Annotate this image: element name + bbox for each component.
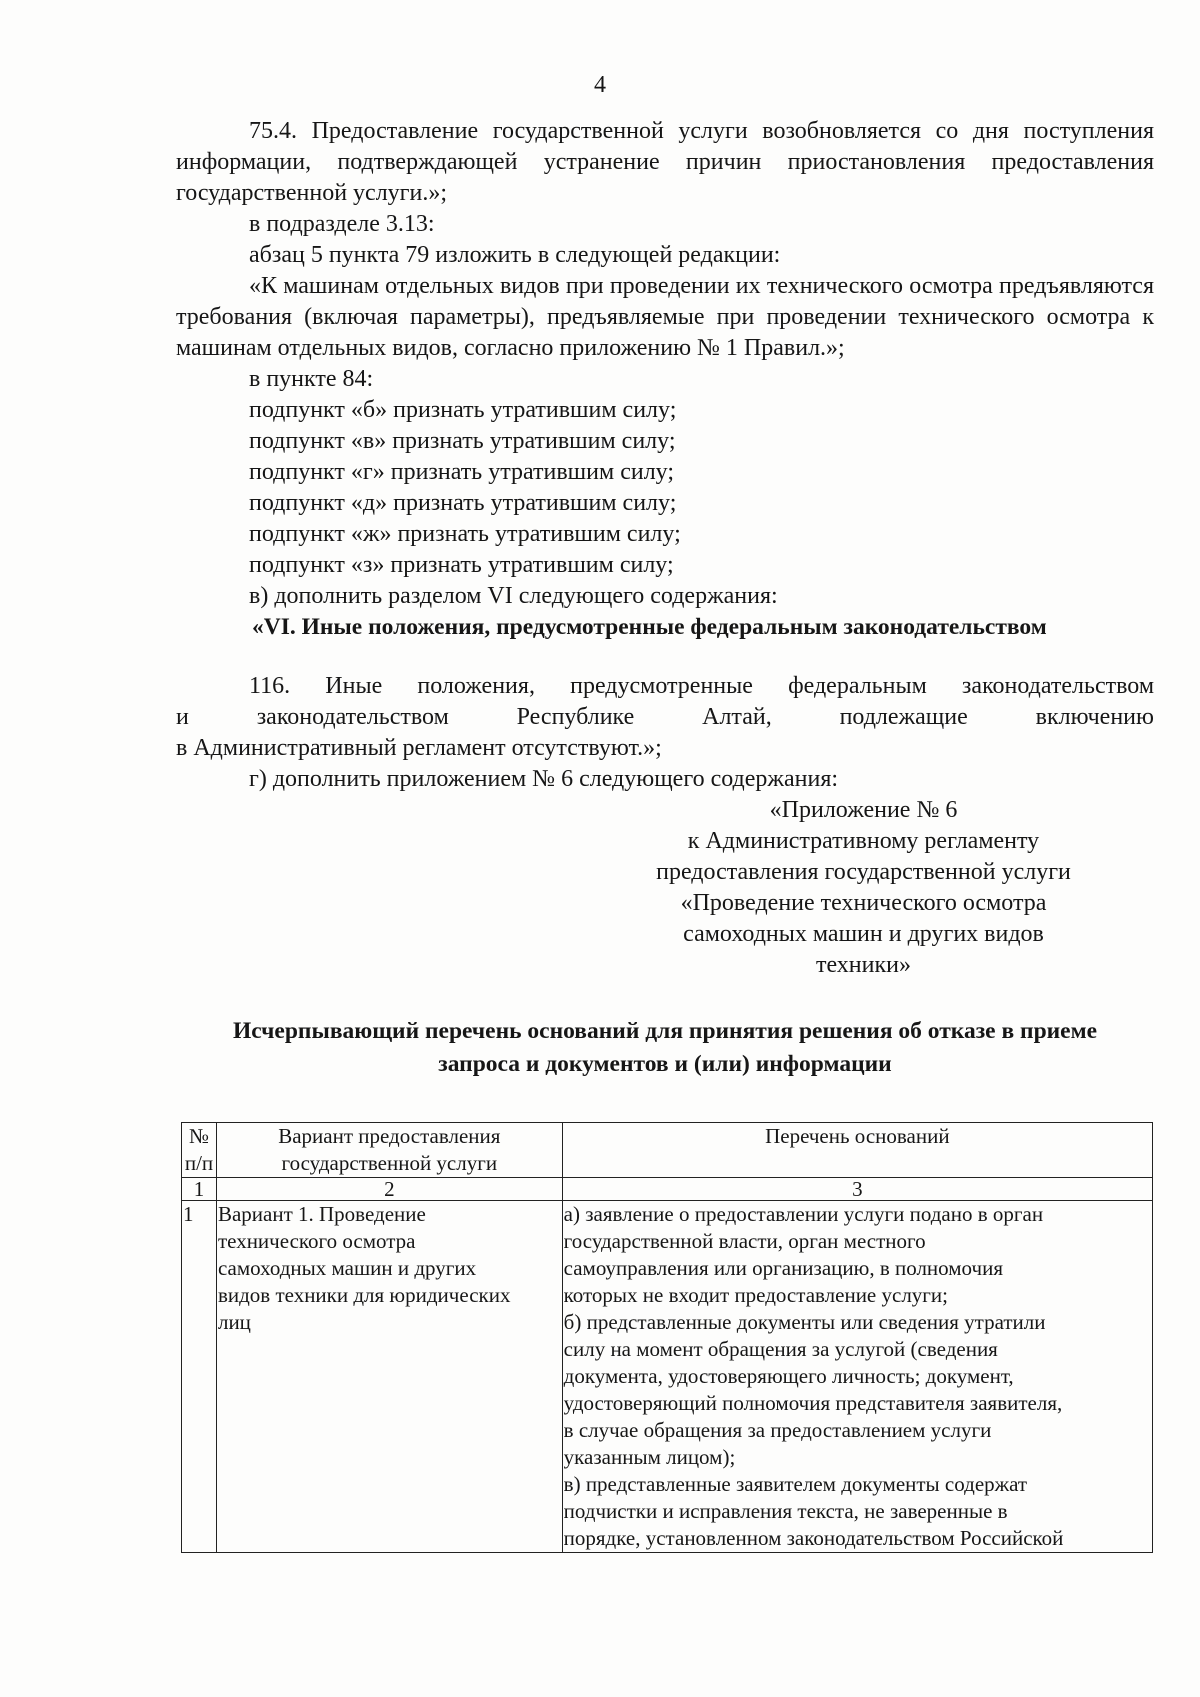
- word: подлежащие: [839, 704, 968, 730]
- paragraph-abzac: абзац 5 пункта 79 изложить в следующей редакции:: [249, 242, 781, 268]
- column-number: 2: [216, 1178, 562, 1201]
- subitem-z: подпункт «з» признать утратившим силу;: [249, 552, 674, 578]
- word: законодательством: [256, 704, 449, 730]
- section-title: «VI. Иные положения, предусмотренные федеральным законодательством: [252, 614, 1047, 640]
- paragraph-75-4: 75.4. Предоставление государственной услуги возобновляется со дня поступления информации, подтверждающей устранение причин приостановления предоставления государственной услуги.»;: [176, 118, 1154, 206]
- paragraph-84: в пункте 84:: [249, 366, 374, 392]
- header-grounds: Перечень оснований: [562, 1123, 1152, 1178]
- appendix-line: техники»: [815, 952, 911, 978]
- appendix-line: самоходных машин и других видов: [683, 921, 1044, 947]
- appendix-line: «Приложение № 6: [769, 797, 958, 823]
- table-title: [176, 1015, 1154, 1081]
- appendix-line: предоставления государственной услуги: [656, 859, 1071, 885]
- row-number: 1: [182, 1201, 217, 1553]
- appendix-header: [626, 795, 1101, 981]
- appendix-line: «Проведение технического осмотра: [680, 890, 1047, 916]
- paragraph-quote: «К машинам отдельных видов при проведении их технического осмотра предъявляются требования (включая параметры), предъявляемые при проведении технического осмотра к машинам отдельных видов, согласно приложению № 1 Правил.»;: [176, 273, 1154, 361]
- subitem-v: подпункт «в» признать утратившим силу;: [249, 428, 676, 454]
- paragraph-subsection: в подразделе 3.13:: [249, 211, 435, 237]
- header-number: № п/п: [182, 1123, 217, 1178]
- grounds-table: [181, 1122, 1153, 1553]
- paragraph-116-line3: в Административный регламент отсутствуют.»;: [176, 735, 662, 761]
- table-title-line: Исчерпывающий перечень оснований для принятия решения об отказе в приеме: [232, 1018, 1098, 1044]
- item-g: г) дополнить приложением № 6 следующего содержания:: [249, 766, 839, 792]
- column-number: 1: [182, 1178, 217, 1201]
- item-v: в) дополнить разделом VI следующего содержания:: [249, 583, 778, 609]
- table-row: [182, 1201, 1153, 1553]
- subitem-zh: подпункт «ж» признать утратившим силу;: [249, 521, 681, 547]
- paragraph-116-line1: 116. Иные положения, предусмотренные федеральным законодательством: [249, 673, 1154, 699]
- header-variant: Вариант предоставления государственной услуги: [216, 1123, 562, 1178]
- column-number-row: [182, 1178, 1153, 1201]
- word: Алтай,: [702, 704, 772, 730]
- row-grounds: а) заявление о предоставлении услуги подано в орган государственной власти, орган местного самоуправления или организацию, в полномочия которых не входит предоставление услуги; б) представленные документы или сведения утратили силу на момент обращения за услугой (сведения документа, удостоверяющего личность; документ, удостоверяющий полномочия представителя заявителя, в случае обращения за предоставлением услуги указанным лицом); в) представленные заявителем документы содержат подчистки и исправления текста, не заверенные в порядке, установленном законодательством Российской: [562, 1201, 1152, 1553]
- subitem-g: подпункт «г» признать утратившим силу;: [249, 459, 675, 485]
- appendix-line: к Административному регламенту: [687, 828, 1040, 854]
- table-title-line: запроса и документов и (или) информации: [438, 1051, 892, 1077]
- word: Республике: [516, 704, 635, 730]
- document-body: [176, 116, 1154, 1081]
- table-header-row: [182, 1123, 1153, 1178]
- row-variant: Вариант 1. Проведение технического осмотра самоходных машин и других видов техники для юридических лиц: [216, 1201, 562, 1553]
- word: и: [176, 704, 189, 730]
- word: включению: [1035, 704, 1154, 730]
- subitem-d: подпункт «д» признать утратившим силу;: [249, 490, 677, 516]
- page-number: 4: [594, 72, 606, 98]
- paragraph-116-line2: [176, 702, 1154, 733]
- subitem-b: подпункт «б» признать утратившим силу;: [249, 397, 677, 423]
- column-number: 3: [562, 1178, 1152, 1201]
